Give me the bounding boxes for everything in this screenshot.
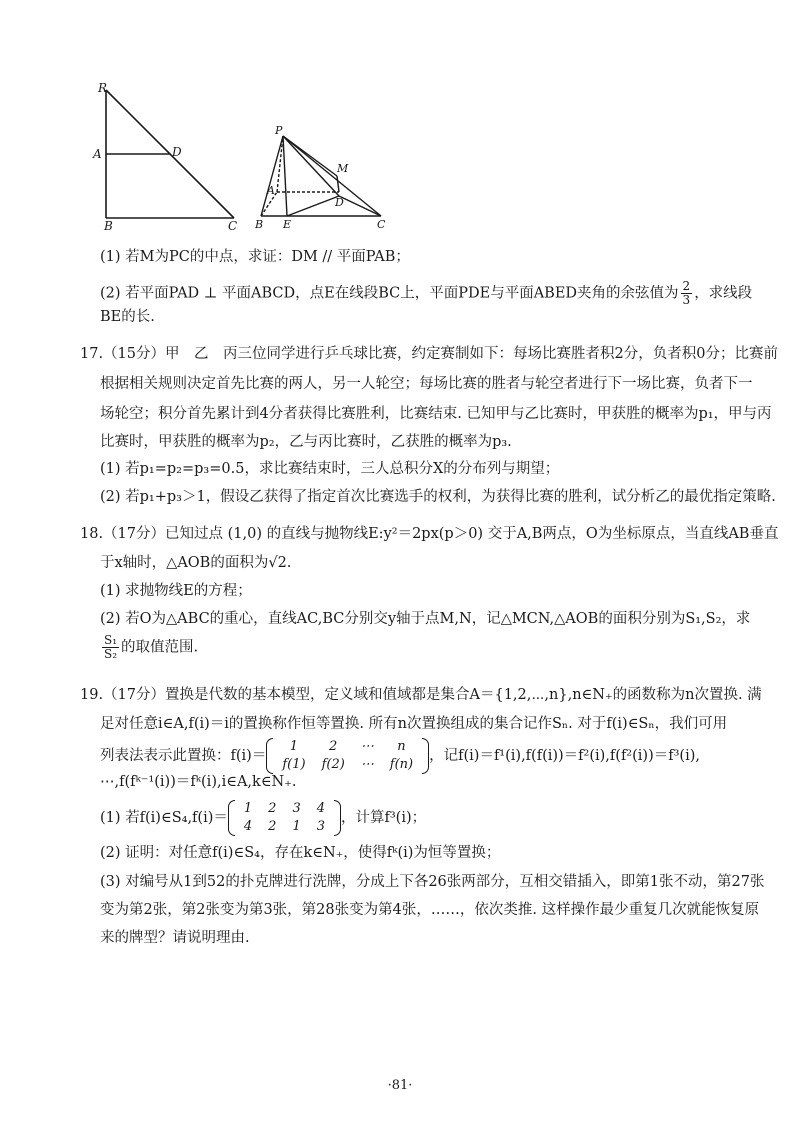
figure-trapezoid bbox=[90, 80, 250, 230]
q17-stem-4: 比赛时，甲获胜的概率为p₂，乙与丙比赛时，乙获胜的概率为p₃. bbox=[100, 434, 512, 450]
label-A: A bbox=[93, 147, 102, 161]
matrix-cell: ⋯ bbox=[360, 739, 374, 754]
label-B: B bbox=[104, 219, 113, 230]
q19-permutation-matrix bbox=[266, 738, 429, 774]
q19-part1-tail: ，计算f³(i)； bbox=[341, 810, 427, 826]
q18-stem-2: 于x轴时，△AOB的面积为√2. bbox=[100, 555, 292, 571]
matrix-cell: 3 bbox=[316, 819, 325, 834]
q17-part1: (1) 若p₁=p₂=p₃=0.5，求比赛结束时，三人总积分X的分布列与期望； bbox=[100, 461, 560, 477]
matrix-cell: f(2) bbox=[321, 757, 345, 772]
q16-part2 bbox=[100, 280, 752, 307]
q18-part2-tail: 的取值范围. bbox=[121, 639, 199, 656]
q19-part1-matrix bbox=[228, 800, 341, 836]
q17-part2: (2) 若p₁+p₃＞1，假设乙获得了指定首次比赛选手的权利，为获得比赛的胜利，试分析乙的最优指定策略. bbox=[100, 489, 776, 505]
matrix-cell: 2 bbox=[268, 801, 277, 816]
q19-stem-3 bbox=[100, 738, 700, 774]
figure-pyramid bbox=[255, 120, 395, 230]
q18-stem-1: 18.（17分）已知过点 (1,0) 的直线与抛物线E:y²＝2px(p＞0) 交于A,B两点，O为坐标原点，当直线AB垂直 bbox=[80, 526, 779, 542]
label-B: B bbox=[255, 218, 264, 230]
matrix-cell: n bbox=[397, 739, 406, 754]
q16-part2-tail: ，求线段 bbox=[694, 285, 753, 302]
matrix-cell: 2 bbox=[268, 819, 277, 834]
q16-cosine-fraction: $\frac{2}{3}$ bbox=[682, 279, 691, 307]
label-D: D bbox=[172, 145, 182, 159]
q16-part2-cont: BE的长. bbox=[100, 309, 155, 325]
q19-part2: (2) 证明：对任意f(i)∈S₄，存在k∈N₊，使得fᵏ(i)为恒等置换； bbox=[100, 845, 501, 861]
matrix-cell: f(n) bbox=[389, 757, 414, 772]
page-number: ·81· bbox=[387, 1078, 413, 1093]
q19-composition-def: ，记f(i)＝f¹(i),f(f(i))＝f²(i),f(f²(i))＝f³(i), bbox=[429, 748, 700, 764]
matrix-cell: 4 bbox=[243, 819, 253, 834]
q19-stem-4: ⋯,f(fᵏ⁻¹(i))＝fᵏ(i),i∈A,k∈N₊. bbox=[100, 774, 297, 790]
matrix-cell: 1 bbox=[292, 819, 301, 834]
label-R: R bbox=[98, 81, 108, 95]
q19-part1 bbox=[100, 800, 426, 836]
q19-list-intro: 列表法表示此置换：f(i)＝ bbox=[100, 748, 267, 764]
matrix-cell: 2 bbox=[329, 739, 338, 754]
q19-stem-2: 足对任意i∈A,f(i)＝i的置换称作恒等置换. 所有n次置换组成的集合记作Sₙ. 对于f(i)∈Sₙ，我们可用 bbox=[100, 716, 728, 732]
matrix-cell: 1 bbox=[289, 739, 299, 754]
q18-ratio-fraction: $\frac{\text{S₁}}{\text{S₂}}$ bbox=[104, 633, 118, 661]
q19-part3-2: 变为第2张，第2张变为第3张，第28张变为第4张，……，依次类推. 这样操作最少重复几次就能恢复原 bbox=[100, 902, 760, 918]
q16-part2-text: (2) 若平面PAD ⊥ 平面ABCD，点E在线段BC上，平面PDE与平面ABED夹角的余弦值为 bbox=[100, 285, 679, 302]
label-C: C bbox=[377, 218, 386, 230]
q19-part3-1: (3) 对编号从1到52的扑克牌进行洗牌，分成上下各26张两部分，互相交错插入，即第1张不动，第27张 bbox=[100, 874, 765, 890]
matrix-cell: f(1) bbox=[282, 757, 306, 772]
q16-part1: (1) 若M为PC的中点，求证：DM // 平面PAB； bbox=[100, 249, 410, 265]
label-A: A bbox=[267, 184, 275, 197]
matrix-cell: 3 bbox=[292, 801, 301, 816]
matrix-cell: 4 bbox=[316, 801, 325, 816]
label-C: C bbox=[228, 219, 238, 230]
matrix-cell: 1 bbox=[243, 801, 253, 816]
label-M: M bbox=[337, 162, 349, 175]
q17-stem-2: 根据相关规则决定首先比赛的两人，另一人轮空；每场比赛的胜者与轮空者进行下一场比赛，负者下一 bbox=[100, 376, 753, 392]
q19-part3-3: 来的牌型？请说明理由. bbox=[100, 930, 250, 946]
q19-part1-text: (1) 若f(i)∈S₄,f(i)＝ bbox=[100, 810, 228, 826]
q18-part2: (2) 若O为△ABC的重心，直线AC,BC分别交y轴于点M,N，记△MCN,△AOB的面积分别为S₁,S₂，求 bbox=[100, 611, 751, 627]
q18-part2-cont bbox=[100, 634, 198, 661]
q18-part1: (1) 求抛物线E的方程； bbox=[100, 583, 252, 599]
q17-stem-3: 场轮空；积分首先累计到4分者获得比赛胜利，比赛结束. 已知甲与乙比赛时，甲获胜的概率为p₁，甲与丙 bbox=[100, 406, 772, 422]
q19-stem-1: 19.（17分）置换是代数的基本模型，定义域和值域都是集合A＝{1,2,⋯,n},n∈N₊的函数称为n次置换. 满 bbox=[80, 687, 762, 703]
q17-stem-1: 17.（15分）甲 乙 丙三位同学进行乒乓球比赛，约定赛制如下：每场比赛胜者积2分，负者积0分；比赛前 bbox=[80, 346, 778, 362]
label-P: P bbox=[275, 124, 283, 137]
matrix-cell: ⋯ bbox=[360, 757, 374, 772]
label-E: E bbox=[283, 218, 292, 230]
label-D: D bbox=[335, 196, 344, 209]
